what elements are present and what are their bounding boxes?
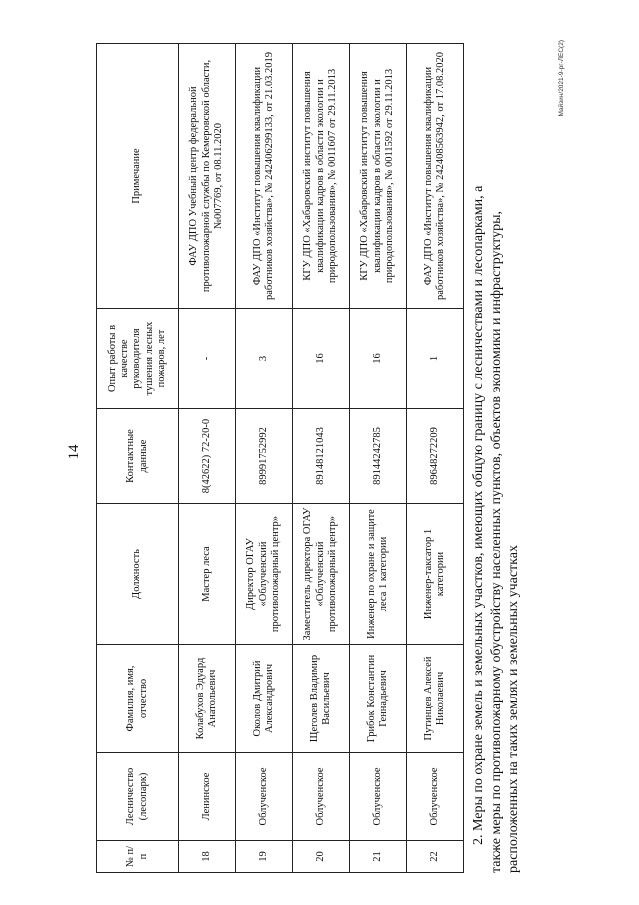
- header-note: Примечание: [97, 44, 179, 309]
- cell-note: ФАУ ДПО Учебный центр федеральной противопожарной службы по Кемеровской области, №007769, от 08.11.2020: [179, 44, 236, 309]
- cell-position: Директор ОГАУ «Облученский противопожарный центр»: [236, 504, 293, 645]
- header-forestry: Лесничество (лесопарк): [97, 753, 179, 841]
- cell-number: 20: [293, 841, 350, 873]
- cell-number: 22: [407, 841, 464, 873]
- cell-experience: 16: [350, 309, 407, 409]
- cell-full-name: Колабухов Эдуард Анатольевич: [179, 645, 236, 753]
- cell-forestry: Облученское: [293, 753, 350, 841]
- cell-position: Заместитель директора ОГАУ «Облученский противопожарный центр»: [293, 504, 350, 645]
- header-position: Должность: [97, 504, 179, 645]
- table-row: [236, 44, 293, 873]
- cell-number: 19: [236, 841, 293, 873]
- table-row: [179, 44, 236, 873]
- header-experience: Опыт работы в качестве руководителя тушения лесных пожаров, лет: [97, 309, 179, 409]
- table-row: [407, 44, 464, 873]
- cell-position: Инженер-таксатор 1 категории: [407, 504, 464, 645]
- cell-position: Мастер леса: [179, 504, 236, 645]
- fire-leaders-table: [96, 43, 464, 873]
- cell-experience: -: [179, 309, 236, 409]
- table-row: [293, 44, 350, 873]
- cell-contacts: 8(42622) 72-20-0: [179, 409, 236, 504]
- cell-number: 18: [179, 841, 236, 873]
- header-contacts: Контактные данные: [97, 409, 179, 504]
- header-full-name: Фамилия, имя, отчество: [97, 645, 179, 753]
- cell-note: КГУ ДПО «Хабаровский институт повышения квалификации кадров в области экологии и природопользования», № 0011607 от 29.11.2013: [293, 44, 350, 309]
- cell-full-name: Щеголев Владимир Васильевич: [293, 645, 350, 753]
- cell-experience: 3: [236, 309, 293, 409]
- cell-contacts: 89148121043: [293, 409, 350, 504]
- cell-experience: 16: [293, 309, 350, 409]
- header-number: № п/п: [97, 841, 179, 873]
- cell-full-name: Грибок Константин Геннадьевич: [350, 645, 407, 753]
- cell-forestry: Облученское: [350, 753, 407, 841]
- cell-experience: 1: [407, 309, 464, 409]
- page-number: 14: [66, 444, 82, 460]
- cell-note: ФАУ ДПО «Институт повышения квалификации работников хозяйства», № 242406299133, от 21.03.2019: [236, 44, 293, 309]
- paragraph-line: расположенных на таких землях и земельных участках: [506, 545, 521, 873]
- cell-forestry: Ленинское: [179, 753, 236, 841]
- table-header-row: [97, 44, 179, 873]
- cell-full-name: Околов Дмитрий Александрович: [236, 645, 293, 753]
- cell-forestry: Облученское: [236, 753, 293, 841]
- section-paragraph: [470, 40, 523, 873]
- document-code: Майзин/2021-9-рг-ЛЕС(2): [558, 40, 565, 117]
- cell-number: 21: [350, 841, 407, 873]
- table-row: [350, 44, 407, 873]
- cell-full-name: Путинцев Алексей Николаевич: [407, 645, 464, 753]
- cell-contacts: 89144242785: [350, 409, 407, 504]
- cell-note: ФАУ ДПО «Институт повышения квалификации работников хозяйства», № 242408563942, от 17.08.2020: [407, 44, 464, 309]
- cell-contacts: 89648272209: [407, 409, 464, 504]
- paragraph-line: также меры по противопожарному обустройству населенных пунктов, объектов экономики и инфраструктуры,: [488, 210, 504, 873]
- cell-contacts: 89991752992: [236, 409, 293, 504]
- cell-note: КГУ ДПО «Хабаровский институт повышения квалификации кадров в области экологии и природопользования», № 0011592 от 29.11.2013: [350, 44, 407, 309]
- cell-position: Инженер по охране и защите леса 1 категории: [350, 504, 407, 645]
- cell-forestry: Облученское: [407, 753, 464, 841]
- paragraph-line: 2. Меры по охране земель и земельных участков, имеющих общую границу с лесничествами и лесопарками, а: [471, 185, 486, 845]
